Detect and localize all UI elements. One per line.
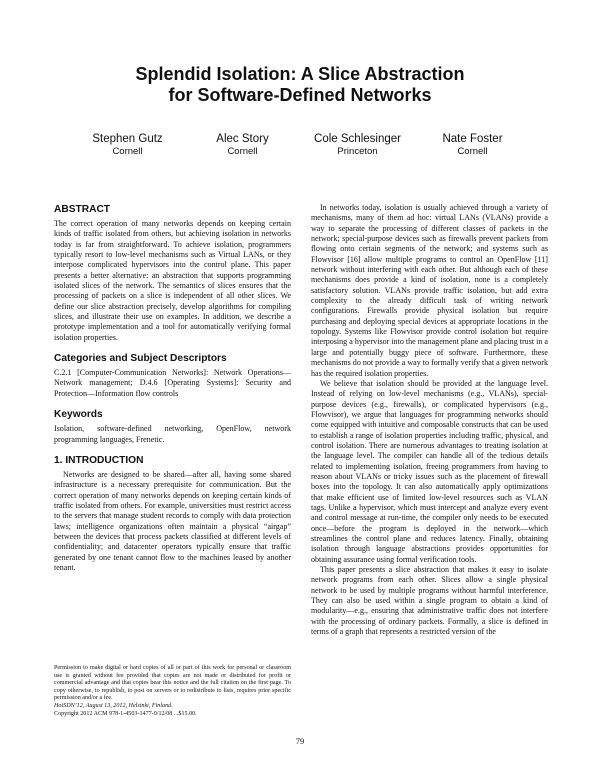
abstract-text: The correct operation of many networks depends on keeping certain kinds of traffic isolated from others, but achieving isolation in networks today is far from straightforward. To achieve isolation, programmers typically resort to low-level mechanisms such as Virtual LANs, or they interpose complicated hypervisors into the control plane. This paper presents a better alternative: an abstraction that supports programming isolated slices of the network. The semantics of slices ensures that the processing of packets on a slice is independent of all other slices. We define our slice abstraction precisely, develop algorithms for compiling slices, and illustrate their use on examples. In addition, we describe a prototype implementation and a tool for automatically verifying formal isolation properties. <box>54 219 291 342</box>
author-block <box>415 132 530 158</box>
abstract-heading: ABSTRACT <box>54 204 111 215</box>
right-column <box>311 203 548 637</box>
author-block <box>185 132 300 158</box>
author-affiliation: Cornell <box>112 146 143 157</box>
author-block <box>300 132 415 158</box>
body-paragraph: This paper presents a slice abstraction that makes it easy to isolate network programs from each other. Slices allow a single physical network to be used by multiple programs without harmful interference. They can also be used within a single program to obtain a kind of modularity—e.g., ensuring that administrative traffic does not interfere with the processing of ordinary packets. Formally, a slice is defined in terms of a graph that represents a restricted version of the <box>311 565 548 637</box>
intro-paragraph: Networks are designed to be shared—after all, having some shared infrastructure is a necessary prerequisite for communication. But the correct operation of many networks depends on keeping certain kinds of traffic isolated from others. For example, universities must restrict access to the servers that manage student records to comply with data protection laws; intelligence organizations often maintain a physical “airgap” between the devices that process packets classified at different levels of confidentiality; and datacenter operators typically ensure that traffic generated by one tenant cannot flow to the machines leased by another tenant. <box>54 469 291 572</box>
keywords-heading: Keywords <box>54 409 103 421</box>
copyright-text: Copyright 2012 ACM 978-1-4503-1477-0/12/08 ...$15.00. <box>54 710 197 717</box>
permission-text: Permission to make digital or hard copies of all or part of this work for personal or classroom use is granted without fee provided that copies are not made or distributed for profit or commercial advantage and that copies bear this notice and the full citation on the first page. To copy otherwise, to republish, to post on servers or to redistribute to lists, requires prior specific permission and/or a fee. <box>54 665 291 702</box>
categories-text: C.2.1 [Computer-Communication Networks]: Network Operations—Network management; D.4.6 [Operating Systems]: Security and Protection—Information flow controls <box>54 368 291 398</box>
body-paragraph: We believe that isolation should be provided at the language level. Instead of relying on low-level mechanisms (e.g., VLANs), special-purpose devices (e.g., firewalls), or complicated hypervisors (e.g., Flowvisor), we argue that languages for programming networks should come equipped with intuitive and composable constructs that can be used to establish a range of isolation properties including traffic, physical, and control isolation. There are numerous advantages to treating isolation at the language level. The compiler can handle all of the tedious details related to implementing isolation, freeing programmers from having to reason about VLANs or tricky issues such as the placement of firewall boxes into the topology. It can also automatically apply optimizations that make efficient use of limited low-level resources such as VLAN tags. Unlike a hypervisor, which must intercept and analyze every event and control message at run-time, the compiler only needs to be executed once—before the program is deployed in the network—which streamlines the control plane and reduces latency. Finally, obtaining isolation through language abstractions provides opportunities for obtaining assurance using formal verification tools. <box>311 378 548 564</box>
paper-title: Splendid Isolation: A Slice Abstraction for Software-Defined Networks <box>135 64 465 105</box>
left-column <box>54 203 291 573</box>
author-list <box>70 132 530 158</box>
keywords-text: Isolation, software-defined networking, OpenFlow, network programming languages, Frenetic. <box>54 424 291 444</box>
categories-heading: Categories and Subject Descriptors <box>54 353 227 365</box>
author-affiliation: Cornell <box>457 146 488 157</box>
author-name: Cole Schlesinger <box>314 133 401 145</box>
permission-footnote <box>54 665 291 718</box>
author-name: Nate Foster <box>442 133 503 145</box>
author-name: Alec Story <box>216 133 269 145</box>
intro-heading: 1. INTRODUCTION <box>54 454 144 466</box>
body-paragraph: In networks today, isolation is usually achieved through a variety of mechanisms, many of them ad hoc: virtual LANs (VLANs) provide a way to separate the processing of different classes of packets in the network; special-purpose devices such as firewalls prevent packets from flowing onto certain segments of the network; and systems such as Flowvisor [16] allow multiple programs to control an OpenFlow [11] network without interfering with each other. But although each of these mechanisms does provide a kind of isolation, none is a completely satisfactory solution. VLANs provide traffic isolation, but add extra complexity to the already difficult task of writing network configurations. Firewalls provide physical isolation but require purchasing and deploying special devices at appropriate locations in the topology. Systems like Flowvisor provide control isolation but require interposing a hypervisor into the management plane and placing trust in a large and potentially buggy piece of software. Furthermore, these mechanisms do not provide a way to formally verify that a given network has the required isolation properties. <box>311 203 548 378</box>
author-affiliation: Cornell <box>227 146 258 157</box>
page-number: 79 <box>295 736 305 746</box>
author-name: Stephen Gutz <box>92 133 163 145</box>
author-affiliation: Princeton <box>337 146 378 157</box>
venue-text: HotSDN’12, August 13, 2012, Helsinki, Finland. <box>54 702 173 709</box>
author-block <box>70 132 185 158</box>
